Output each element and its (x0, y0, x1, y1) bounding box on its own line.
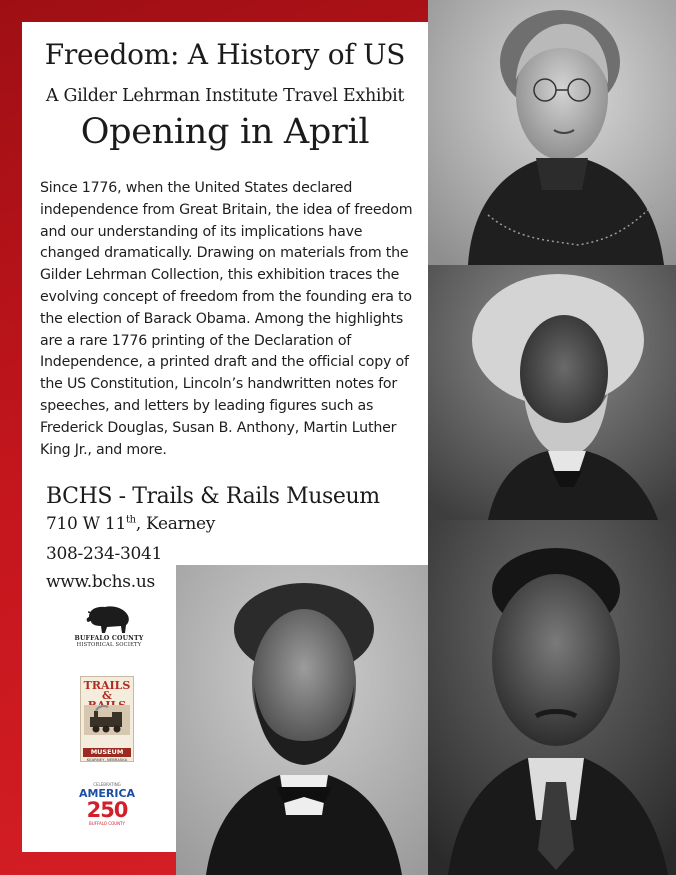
venue-name: BCHS - Trails & Rails Museum (46, 484, 380, 509)
train-icon (84, 705, 130, 735)
exhibit-description: Since 1776, when the United States declared independence from Great Britain, the idea of freedom and our understanding of its implications have changed dramatically. Drawing on materials from the Gilder Lehrman Collection, this exhibition traces the evolving concept of freedom from the founding era to the election of Barack Obama. Among the highlights are a rare 1776 printing of the Declaration of Independence, a printed draft and the official copy of the US Constitution, Lincoln’s handwritten notes for speeches, and letters by leading figures such as Frederick Douglas, Susan B. Anthony, Martin Luther King Jr., and more. (40, 180, 413, 458)
venue-address: 710 W 11th, Kearney (46, 514, 216, 534)
portrait-martin-luther-king-jr (428, 520, 676, 875)
exhibit-title: Freedom: A History of US (44, 38, 406, 71)
rails-logo-title: TRAILS & (83, 679, 131, 702)
bchs-logo (74, 603, 144, 663)
america-250-number: 250 (86, 798, 128, 822)
bchs-caption-line2: HISTORICAL SOCIETY (76, 642, 142, 648)
exhibit-subtitle: A Gilder Lehrman Institute Travel Exhibit (45, 86, 405, 106)
portrait-abraham-lincoln (176, 565, 428, 875)
america-250-top: CELEBRATING (93, 782, 121, 787)
rails-logo-location: KEARNEY, NEBRASKA (86, 757, 128, 762)
portrait-frederick-douglass (428, 265, 676, 520)
bison-icon (83, 603, 135, 635)
portrait-susan-b-anthony (428, 0, 676, 265)
bchs-caption-line1: BUFFALO COUNTY (74, 635, 144, 642)
trails-rails-logo (80, 676, 134, 762)
america-250-word: AMERICA (78, 787, 136, 800)
venue-phone: 308-234-3041 (46, 544, 163, 564)
rails-logo-museum: MUSEUM (83, 748, 131, 757)
america-250-logo (76, 782, 138, 838)
america-250-footer: BUFFALO COUNTY (89, 821, 125, 826)
venue-website[interactable]: www.bchs.us (46, 572, 155, 592)
opening-date-heading: Opening in April (80, 112, 370, 152)
